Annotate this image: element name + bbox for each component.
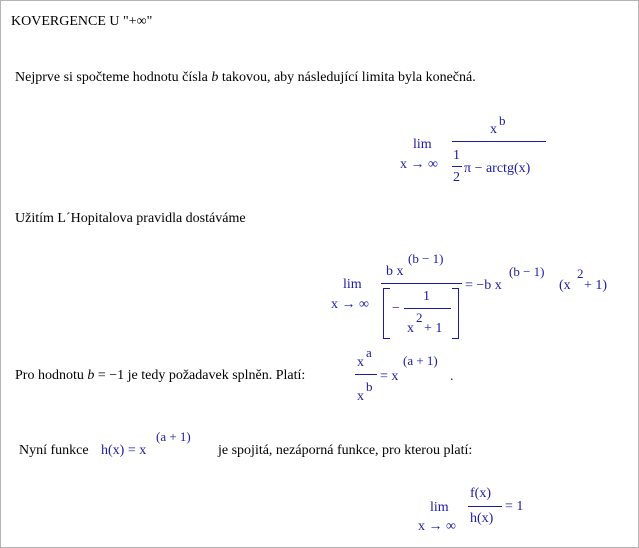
text-run: Pro hodnotu [15, 368, 88, 383]
den-minus: − [392, 301, 400, 316]
numerator-exponent: a [366, 345, 372, 360]
half-bar [452, 166, 462, 167]
numerator-exponent: (b − 1) [408, 251, 444, 266]
paragraph-function: Nyní funkce [19, 443, 89, 458]
text-run: takovou, aby následující limita byla konečná. [218, 70, 476, 85]
function-h: h(x) = x [101, 443, 147, 458]
text-run: = −1 je tedy požadavek splněn. Platí: [94, 368, 306, 383]
inner-den-plus: + 1 [424, 321, 443, 336]
lim-label: lim [413, 137, 432, 152]
fraction-bar [452, 141, 546, 142]
text-run-var: b [87, 368, 95, 383]
lim-label: lim [430, 500, 449, 515]
paragraph-lhopital: Užitím L´Hopitalova pravidla dostáváme [15, 211, 246, 226]
left-bracket [383, 288, 390, 339]
paragraph-result [15, 368, 305, 384]
rhs-exponent: (b − 1) [509, 264, 545, 279]
fraction-bar [355, 374, 377, 375]
rhs-square: 2 [577, 266, 584, 281]
text-run: Nejprve si spočteme hodnotu čísla [15, 70, 212, 85]
numerator-base: x [490, 122, 497, 137]
denominator: h(x) [470, 511, 494, 526]
lim-under: x → ∞ [418, 519, 456, 534]
denominator-base: x [357, 389, 364, 404]
function-h-exponent: (a + 1) [156, 429, 191, 444]
rhs-exponent: (a + 1) [403, 353, 438, 368]
section-heading: KOVERGENCE U "+∞" [11, 14, 153, 29]
inner-fraction-bar [404, 308, 451, 309]
rhs-term: = x [380, 369, 399, 384]
denominator-rest: π − arctg(x) [464, 161, 531, 176]
numerator-base: x [357, 355, 364, 370]
paragraph-intro [15, 70, 476, 86]
paragraph-function-tail: je spojitá, nezáporná funkce, pro kterou platí: [218, 443, 473, 458]
text-run-var: b [211, 70, 219, 85]
numerator: f(x) [470, 486, 491, 501]
period: . [450, 369, 454, 384]
fraction-bar [381, 283, 462, 284]
inner-den-x: x [407, 321, 414, 336]
rhs: = 1 [505, 499, 524, 514]
half-denominator: 2 [453, 170, 460, 185]
lim-under: x → ∞ [400, 157, 438, 172]
inner-den-exponent: 2 [416, 310, 423, 325]
rhs-term: = −b x [465, 278, 502, 293]
lim-label: lim [343, 277, 362, 292]
numerator-exponent: b [499, 113, 506, 128]
half-numerator: 1 [453, 148, 460, 163]
rhs-paren: (x [559, 278, 571, 293]
right-bracket [452, 288, 459, 339]
rhs-end: + 1) [584, 278, 608, 293]
numerator: b x [386, 264, 404, 279]
denominator-exponent: b [366, 379, 373, 394]
fraction-bar [468, 506, 502, 507]
inner-numerator: 1 [423, 289, 430, 304]
lim-under: x → ∞ [331, 297, 369, 312]
